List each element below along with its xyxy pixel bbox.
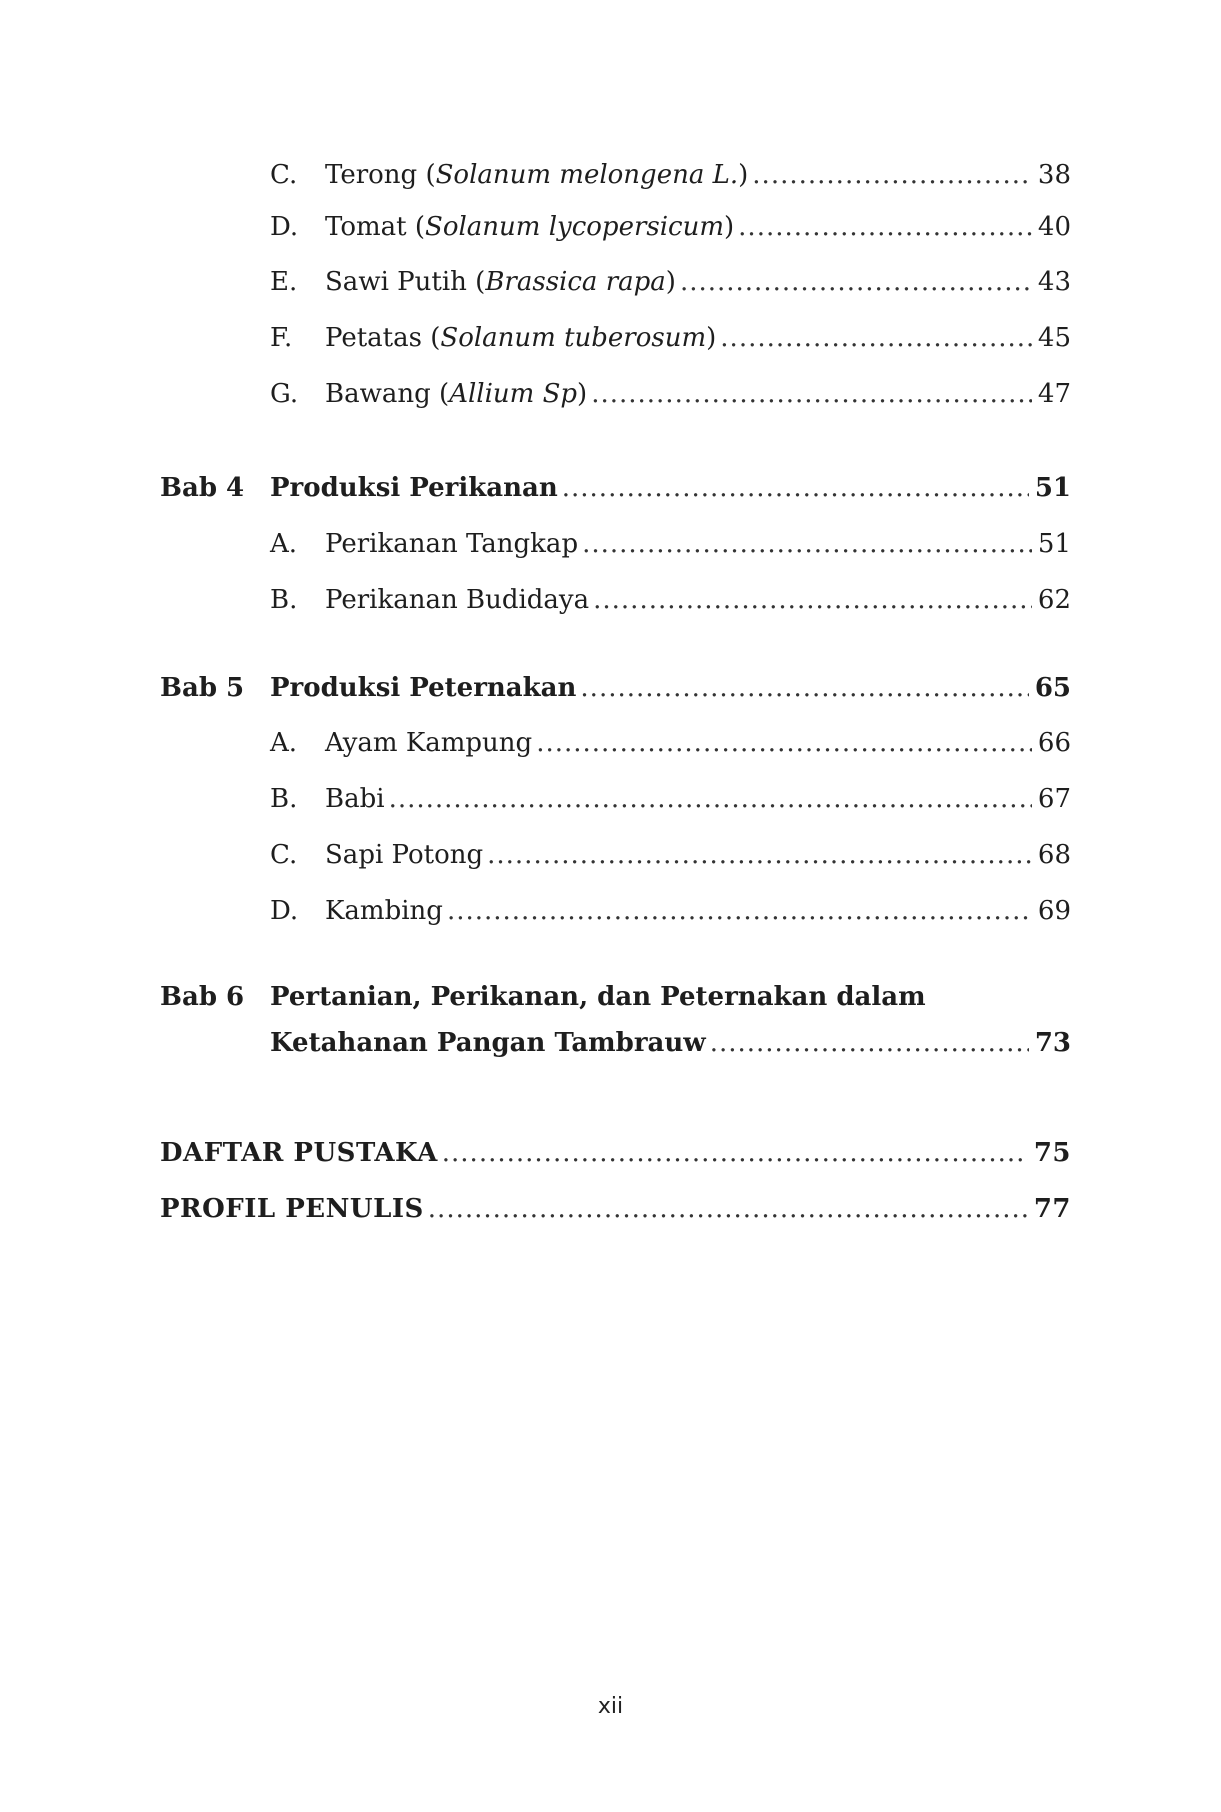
dot-leader — [487, 835, 1032, 875]
dot-leader — [591, 374, 1032, 414]
dot-leader — [593, 580, 1032, 620]
dot-leader — [562, 468, 1029, 508]
entry-letter: C. — [270, 840, 298, 870]
chapter-title: Produksi Peternakan — [270, 673, 577, 703]
page-number: xii — [597, 1694, 624, 1719]
toc-entry — [0, 891, 1221, 931]
dot-leader — [720, 318, 1032, 358]
dot-leader — [580, 668, 1028, 708]
dot-leader — [447, 891, 1032, 931]
entry-page: 62 — [1037, 585, 1071, 615]
toc-entry — [0, 155, 1221, 195]
toc-back-matter — [0, 1189, 1221, 1229]
toc-entry — [0, 524, 1221, 564]
entry-letter: E. — [270, 267, 298, 297]
entry-letter: D. — [270, 212, 299, 242]
entry-letter: B. — [270, 784, 298, 814]
entry-title: Ayam Kampung — [325, 728, 533, 758]
entry-page: 45 — [1037, 323, 1071, 353]
chapter-label: Bab 5 — [160, 673, 245, 703]
chapter-page: 73 — [1034, 1028, 1071, 1058]
entry-letter: A. — [270, 728, 298, 758]
back-matter-page: 77 — [1033, 1194, 1071, 1224]
entry-title: Bawang (Allium Sp) — [325, 379, 588, 409]
dot-leader — [536, 723, 1032, 763]
toc-entry — [0, 779, 1221, 819]
entry-title: Terong (Solanum melongena L.) — [325, 160, 749, 190]
toc-entry — [0, 835, 1221, 875]
toc-chapter — [0, 468, 1221, 508]
entry-page: 43 — [1037, 267, 1071, 297]
dot-leader — [710, 1023, 1029, 1063]
chapter-page: 51 — [1034, 473, 1071, 503]
back-matter-page: 75 — [1033, 1138, 1071, 1168]
toc-entry — [0, 374, 1221, 414]
entry-title: Kambing — [325, 896, 443, 926]
toc-entry — [0, 723, 1221, 763]
chapter-title: Produksi Perikanan — [270, 473, 558, 503]
toc-entry — [0, 318, 1221, 358]
toc-entry — [0, 207, 1221, 247]
entry-title: Sapi Potong — [325, 840, 484, 870]
back-matter-title: DAFTAR PUSTAKA — [160, 1138, 438, 1168]
chapter-title-line1: Pertanian, Perikanan, dan Peternakan dalam — [270, 982, 926, 1012]
toc-back-matter — [0, 1133, 1221, 1173]
entry-title: Tomat (Solanum lycopersicum) — [325, 212, 735, 242]
chapter-page: 65 — [1034, 673, 1071, 703]
entry-title: Perikanan Budidaya — [325, 585, 590, 615]
dot-leader — [428, 1189, 1028, 1229]
dot-leader — [752, 155, 1032, 195]
toc-chapter — [0, 668, 1221, 708]
entry-page: 66 — [1037, 728, 1071, 758]
entry-letter: F. — [270, 323, 293, 353]
dot-leader — [442, 1133, 1028, 1173]
toc-chapter-continued — [0, 1023, 1221, 1063]
entry-page: 68 — [1037, 840, 1071, 870]
chapter-title-line2: Ketahanan Pangan Tambrauw — [270, 1028, 706, 1058]
entry-page: 40 — [1037, 212, 1071, 242]
entry-page: 47 — [1037, 379, 1071, 409]
toc-entry — [0, 580, 1221, 620]
entry-letter: A. — [270, 529, 298, 559]
entry-title: Petatas (Solanum tuberosum) — [325, 323, 717, 353]
dot-leader — [389, 779, 1032, 819]
entry-page: 69 — [1037, 896, 1071, 926]
toc-chapter — [0, 977, 1221, 1017]
dot-leader — [680, 262, 1032, 302]
entry-letter: C. — [270, 160, 298, 190]
entry-page: 38 — [1037, 160, 1071, 190]
entry-title: Sawi Putih (Brassica rapa) — [325, 267, 676, 297]
dot-leader — [582, 524, 1032, 564]
entry-letter: D. — [270, 896, 299, 926]
toc-entry — [0, 262, 1221, 302]
chapter-label: Bab 6 — [160, 982, 245, 1012]
chapter-label: Bab 4 — [160, 473, 245, 503]
entry-title: Perikanan Tangkap — [325, 529, 579, 559]
entry-page: 51 — [1037, 529, 1071, 559]
entry-letter: G. — [270, 379, 299, 409]
entry-letter: B. — [270, 585, 298, 615]
entry-title: Babi — [325, 784, 385, 814]
entry-page: 67 — [1037, 784, 1071, 814]
dot-leader — [738, 207, 1032, 247]
back-matter-title: PROFIL PENULIS — [160, 1194, 424, 1224]
